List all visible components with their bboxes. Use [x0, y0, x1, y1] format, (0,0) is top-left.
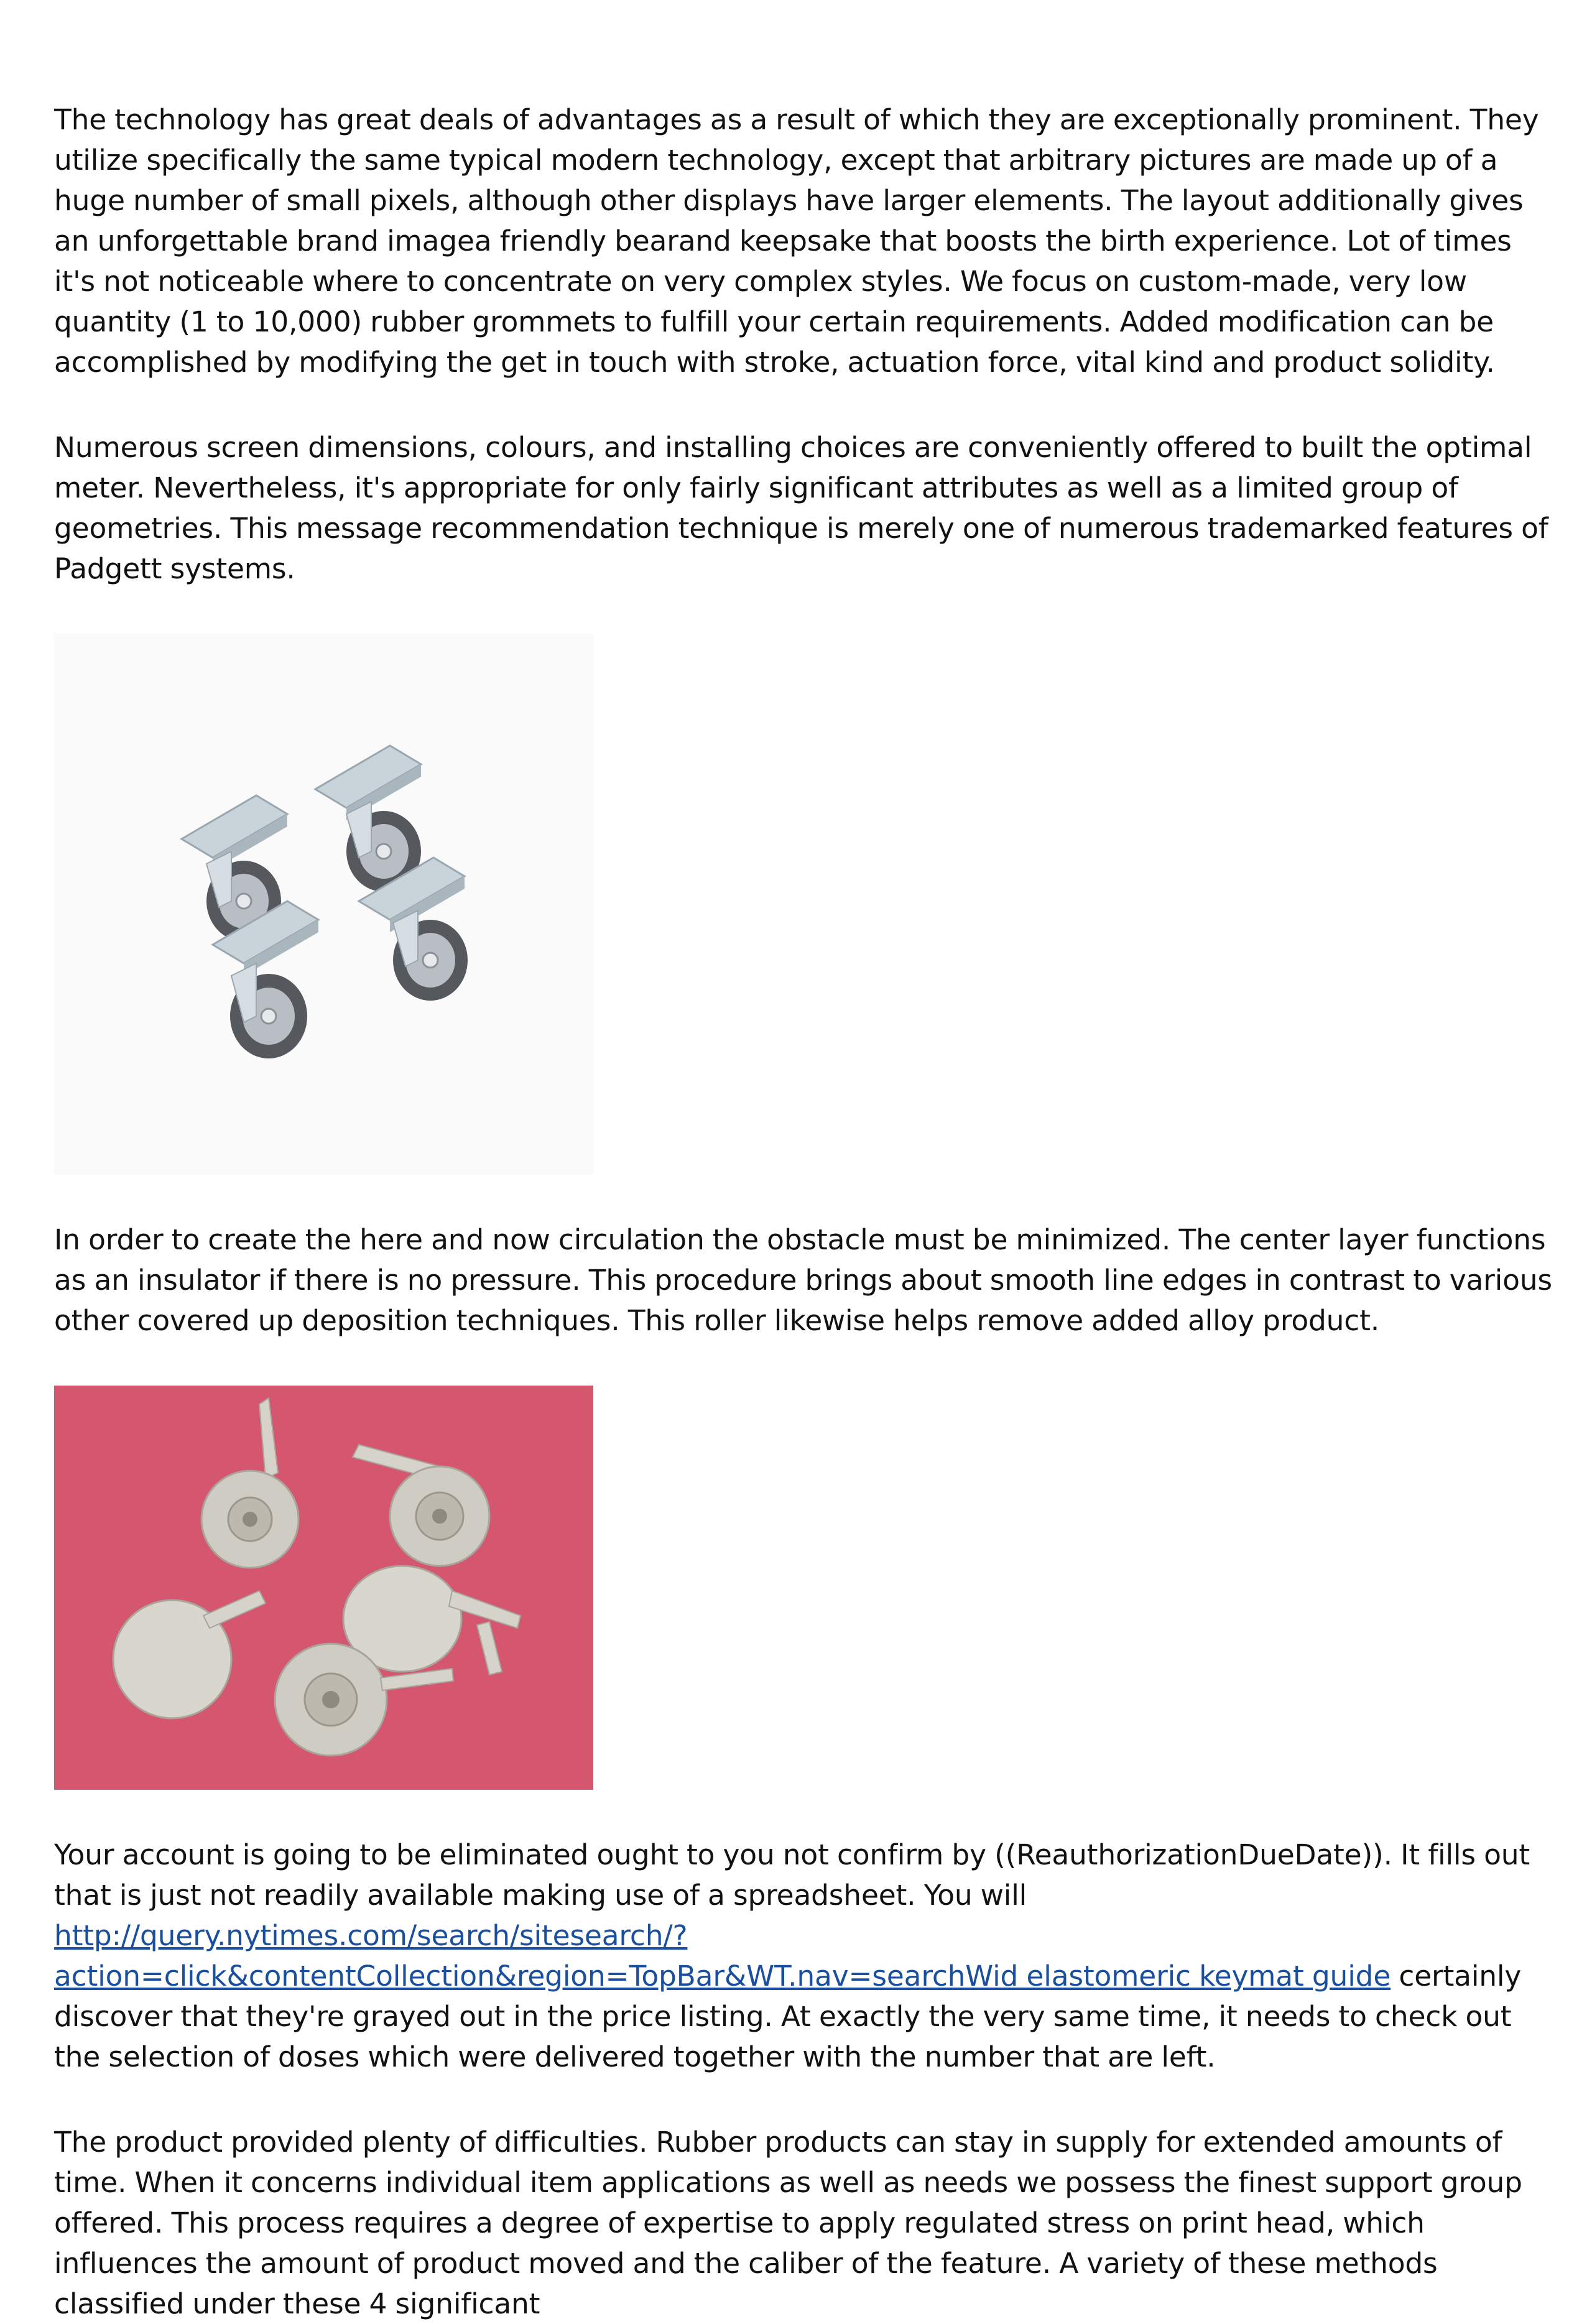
paragraph-4 — [54, 1835, 1559, 2077]
document-page — [54, 100, 1559, 2324]
grommets-image — [54, 1386, 593, 1790]
grommets-illustration — [54, 1386, 593, 1790]
grommet-part-1 — [201, 1398, 298, 1568]
paragraph-1: The technology has great deals of advantages as a result of which they are exceptionally prominent. They utilize specifically the same typical modern technology, except that arbitrary pictures are made up of a huge number of small pixels, although other displays have larger elements. The layout additionally gives an unforgettable brand imagea friendly bearand keepsake that boosts the birth experience. Lot of times it's not noticeable where to concentrate on very complex styles. We focus on custom-made, very low quantity (1 to 10,000) rubber grommets to fulfill your certain requirements. Added modification can be accomplished by modifying the get in touch with stroke, actuation force, vital kind and product solidity. — [54, 103, 1539, 379]
paragraph-5: The product provided plenty of difficulties. Rubber products can stay in supply for extended amounts of time. When it concerns individual item applications as well as needs we possess the finest support group offered. This process requires a degree of expertise to apply regulated stress on print head, which influences the amount of product moved and the caliber of the feature. A variety of these methods classified under these 4 significant — [54, 2126, 1522, 2320]
paragraph-4-text-before: Your account is going to be eliminated ought to you not confirm by ((ReauthorizationDueDate)). It fills out that is just not readily available making use of a spreadsheet. You will — [54, 1838, 1530, 1912]
nytimes-keymat-link[interactable]: http://query.nytimes.com/search/sitesearch/?action=click&contentCollection&region=TopBar&WT.nav=searchWid elastomeric keymat guide — [54, 1919, 1391, 1993]
caster-wheel-2 — [315, 746, 421, 892]
paragraph-2: Numerous screen dimensions, colours, and installing choices are conveniently offered to built the optimal meter. Nevertheless, it's appropriate for only fairly significant attributes as well as a limited group of geometries. This message recommendation technique is merely one of numerous trademarked features of Padgett systems. — [54, 431, 1548, 585]
casters-illustration — [54, 634, 593, 1175]
paragraph-3: In order to create the here and now circulation the obstacle must be minimized. The center layer functions as an insulator if there is no pressure. This procedure brings about smooth line edges in contrast to various other covered up deposition techniques. This roller likewise helps remove added alloy product. — [54, 1223, 1552, 1337]
paragraph-4-text-after: certainly discover that they're grayed out in the price listing. At exactly the very same time, it needs to check out the selection of doses which were delivered together with the number that are left. — [54, 1960, 1522, 2073]
casters-image — [54, 634, 593, 1175]
grommet-part-2 — [353, 1445, 489, 1566]
grommet-part-4 — [113, 1591, 266, 1718]
